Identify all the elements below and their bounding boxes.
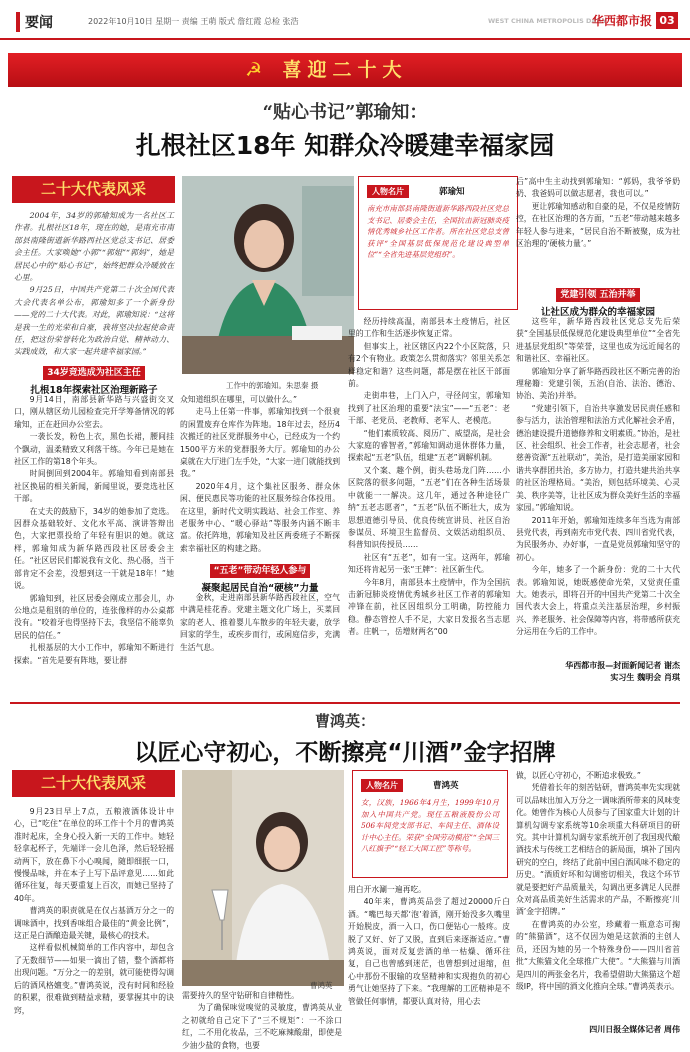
article1-column-2a xyxy=(180,394,340,553)
paragraph: 更让郭瑜知感动和自豪的是，不仅是疫情防控，在社区治理的各方面，“五老”带动越来越多年轻人参与进来，“居民自治不断被聚，成为社区治理的‘硬核力量’。” xyxy=(516,201,681,249)
subhead-1-line-a: 34岁竞选成为社区主任 xyxy=(43,366,145,380)
article1-column-4a xyxy=(516,176,680,280)
paragraph: 2011年开始，郭瑜知连续多年当选为南部县党代表，再到南充市党代表、四川省党代表，为民服务办、办好事，一直是党员郭瑜知坚守的初心。 xyxy=(516,515,680,562)
article1-column-2b xyxy=(180,592,340,696)
article2-column-2 xyxy=(182,990,342,1050)
lead-paragraph-2: 9月25日，中国共产党第二十次全国代表大会代表名单公布，郭瑜知多了一个新身份——党的二十大代表。对此，郭瑜知说：“这将是我一生的光荣和自豪，我将坚决拉起使命责任，把这份荣誉转化为政治自觉、精神动力、实践成效，和大家一起共建幸福家园。” xyxy=(14,285,174,357)
article1-column-3 xyxy=(348,316,510,696)
brand-english: WEST CHINA METROPOLIS DAILY xyxy=(488,17,607,25)
article1-profile-card xyxy=(358,176,518,310)
article1-photo-caption: 工作中的郭瑜知。朱思秦 摄 xyxy=(226,381,319,390)
paragraph: 凭借着长年的刻苦钻研，曹鸿英率先实现就可以品味出加入万分之一调味酒所带来的风味变化。她曾作为核心人员参与了国家重大计划的计算机勾调专家系统等10余项重大科研项目的研究。其中计算机勾调专家系统开创了我国现代酿酒技术与传统工艺相结合的新局面，填补了国内研究的空白，终结了此前中国白酒风味不稳定的历史。“酒质好坏和勾调密切相关，我这个环节就是要把好产品质量关，勾调出更多满足人民群众对高品质美好生活需求的产品，不断擦亮‘川酒’金字招牌。” xyxy=(516,783,680,917)
paragraph: 9月23日早上7点，五粮液酒体设计中心，已“吃住”在单位的环工作十个月的曹鸿英准时起床，全身心投入新一天的工作中。她轻轻拿起杯子，先端详一会儿色泽，然后轻轻摇动两下，放在鼻下小心嗅闻，随即细抿一口，慢慢品味，并在本子上写下品评意见……如此循环往复，每天要重复上百次，而她已坚持了40年。 xyxy=(14,807,174,903)
paragraph: 郭瑜知到，社区居委会刚成立那会儿，办公地点是租别的单位的，连张像样的办公桌都没有。“咬着牙也得坚持下去，我坚信不能辜负居民的信任。” xyxy=(14,593,174,640)
lead-paragraph-1: 2004年，34岁的郭瑜知成为一名社区工作者。扎根社区18年，现在的她，是南充市南部县南隆街道新华路西社区党总支书记、居委会主任。大家唤她“小郭”“郭姐”“郭妈”，她是居民心中的“贴心书记”，始终把群众冷暖放在心里。 xyxy=(14,211,174,283)
paragraph: 又个案、趣个例，街头巷场龙门阵……小区院落的很多问题，“五老”们在各种生活场景中就能一一解决。这几年，通过各种途径广纳“五老志愿者”，“五老”队伍不断壮大，成为思想道德引导员、优良传统宣讲员、社区自治参谋员、环境卫生监督员、文娱活动组织员、科普知识传授员…… xyxy=(348,465,510,550)
subhead-2-line-b: 凝聚起居民自治“硬核”力量 xyxy=(201,583,319,594)
profile-text: 南充市南部县南隆街道新华路西段社区党总支书记、居委会主任，全国抗击新冠肺炎疫情优秀城乡社区工作者。所在社区党总支曾获评“全国基层低保规范化建设典型单位”“全省先进基层党组织”。 xyxy=(367,204,509,259)
paragraph: 社区有“五老”，如有一宝。这两年，郭瑜知还将肯起另一张“王牌”：社区新生代。 xyxy=(348,552,510,575)
theme-banner xyxy=(8,53,682,87)
paragraph: 经历持续高温，南部县本土疫情后，社区里的工作和生活逐步恢复正常。 xyxy=(348,317,510,339)
paragraph: 做，以匠心守初心，不断追求极致。” xyxy=(516,771,641,780)
paragraph: 今年8月，南部县本土疫情中，作为全国抗击新冠肺炎疫情优秀城乡社区工作者的郭瑜知冲锋在前，社区因组织分工明确，防控能力稳。静态管控人手不足，大家日发报名当志愿者。庄帆一，岳增财两名“00 xyxy=(348,577,510,637)
profile-name: 曹鸿英 xyxy=(433,781,459,791)
paragraph: 这些年，新华路西段社区党总支先后荣获“全国基层低保规范化建设典型单位”“全省先进基层党组织”等荣誉，这里也成为远近闻名的和谐社区、幸福社区。 xyxy=(516,317,680,364)
paragraph: 9月14日，南部县新华路与兴盛街交叉口，刚从辖区幼儿园检查完开学筹备情况的郭瑜知，正在赶回办公室去。 xyxy=(14,395,174,429)
issue-meta: 2022年10月10日 星期一 责编 王萌 版式 詹红霞 总检 张浩 xyxy=(88,17,299,26)
article2-tag: 二十大代表风采 xyxy=(12,770,175,797)
article1-subhead-1 xyxy=(14,360,174,396)
paragraph: 众知道组织在哪里，可以做什么。” xyxy=(180,395,298,404)
page-header xyxy=(0,0,690,40)
paragraph: 扎根基层的大小工作中，郭瑜知不断进行探索。“首先是要有阵地，要让群 xyxy=(14,643,174,665)
paragraph: 后”高中生主动找到郭瑜知：“郭妈，我爷爷奶奶、我爸妈可以做志愿者，我也可以。” xyxy=(516,177,680,199)
article1-credit: 华西都市报—封面新闻记者 谢杰 实习生 魏明会 肖琪 xyxy=(565,661,680,682)
paragraph: 但事实上，社区辖区内22个小区院落，只有2个有物业。政策怎么贯彻落实？邻里关系怎样稳定和谐？这些问题，都是摆在社区干部面前。 xyxy=(348,341,510,389)
article2-photo xyxy=(182,770,344,986)
article2-column-3 xyxy=(348,884,510,1040)
subhead-1-line-b: 扎根18年探索社区治理新路子 xyxy=(30,385,158,396)
subhead-2-line-a: “五老”带动年轻人参与 xyxy=(210,564,311,578)
article1-column-4b xyxy=(516,316,680,656)
paragraph: 用白开水涮一遍再吃。 xyxy=(348,885,426,894)
paragraph: 郭瑜知分享了新华路西段社区不断完善的治理秘籍：党建引领，五治(自治、法治、德治、协治、美治)并举。 xyxy=(516,366,680,401)
paragraph: 这样看似机械简单的工作内容中，却包含了无数细节——如果一滴出了错，整个酒都将出现问题。“万分之一的差别，就可能使得勾调后的酒风格嬗变。”曹鸿英说，没有时间和经验的积累，很难做到精益求精，要掌握其中的诀窍， xyxy=(14,943,174,1015)
paragraph: 需要持久的坚守钻研和自律精性。 xyxy=(182,991,299,1000)
paragraph: 金秋，走进南部县新华路西段社区，空气中满是桂花香。党建主题文化广场上，买菜回家的老人、推着婴儿车散步的年轻夫妻，放学回家的学生，或疾步而行，或闲庭信步，充满生活气息。 xyxy=(180,593,340,652)
paragraph: 一袭长发，粉色上衣，黑色长裙，腰间挂个飘动，温柔精致又利落干练。今年已是她在社区工作的第18个年头。 xyxy=(14,432,174,467)
paragraph: 走马上任第一件事，郭瑜知找到一个很衰的闲置废弃仓库作为阵地。18年过去，经历4次搬迁的社区党群服务中心，已经成为一个约1500平方米的党群服务大厅。郭瑜知的办公桌就在大厅进门左手处，“大家一进门就能找到我。” xyxy=(180,407,340,479)
banner-title: 喜迎二十大 xyxy=(282,59,408,81)
article1-kicker: “贴心书记”郭瑜知： xyxy=(262,102,428,123)
article1-headline: 扎根社区18年 知群众冷暖建幸福家园 xyxy=(135,131,555,160)
article2-credit: 四川日报全媒体记者 周伟 xyxy=(589,1025,680,1034)
article1-subhead-3 xyxy=(516,282,680,318)
article1-photo xyxy=(182,176,354,374)
profile-label: 人物名片 xyxy=(361,779,403,792)
paragraph: 在曹鸿英的办公室，珍藏着一瓶意态可掬的“熊猫酒”，这不仅因为她是这款酒的主创人员，还因为她的另一个特殊身份——四川省首批“大熊猫文化全球推广大使”。“大熊猫与川酒是四川的两张金名片，我希望借助大熊猫这个超级IP，将中国的酒文化推向全球。”曹鸿英表示。 xyxy=(516,919,680,991)
paragraph: 为了确保味觉嗅觉的灵敏度，曹鸿英从业之初就给自己定下了“三不规矩”：一不涂口红，二不用化妆品，三不吃麻辣酸甜，即使是少油少盐的食物，也要 xyxy=(182,1003,342,1050)
subhead-3-line-a: 党建引领 五治并举 xyxy=(556,288,639,302)
article1-column-1 xyxy=(14,394,174,696)
article2-photo-caption: 曹鸿英 xyxy=(310,981,333,990)
article2-kicker: 曹鸿英： xyxy=(314,712,375,730)
paragraph: 曹鸿英的职责就是在仅占基酒万分之一的调味酒中，找到香味组合最佳的“黄金比例”，这正是白酒酿造最关键，最核心的技术。 xyxy=(14,906,174,941)
section-divider xyxy=(10,702,680,704)
paragraph: 40年来，曹鸿英品尝了超过20000斤白酒。“嘴巴每天都‘泡’着酒，刚开始没多久嘴里开始脱皮，酒一入口，伤口便钻心一般疼。皮脱了又好、好了又脱，直到后来逐渐适应。”曹鸿英说，面对反复尝酒的单一枯燥、循环往复，自己也曾感到迷茫，也曾想到过退缩，但心中那份不服输的攻坚精神和实现抱负的初心勇气让她坚持了下来。“我理解的工匠精神是不管做任何事情，都要认真对待，用心去 xyxy=(348,897,510,1006)
paragraph: “党建引领下，自治共享激发居民责任感和参与活力，法治管理和法治方式化解社会矛盾，德治建设提升道德修养和文明素质。”协治，是社区、社会组织、社会工作者，社会志愿者，社会慈善资源“五社联动”，美治，是打造美丽家园和谐共享群团共治，多方协力，打造共建共治共享的社区治理格局。“美治，则包括环境美、心灵美、秩序美等，让社区成为群众美好生活的幸福家园。”郭瑜知说。 xyxy=(516,403,681,513)
paragraph: 走街串巷，上门入户，寻径问宝，郭瑜知找到了社区治理的重要“法宝”——“五老”：老干部、老党员、老教师、老军人、老模范。 xyxy=(348,391,510,426)
article2-headline: 以匠心守初心，不断擦亮“川酒”金字招牌 xyxy=(134,740,556,766)
profile-label: 人物名片 xyxy=(367,185,409,198)
woman-with-wine-glass-photo-icon xyxy=(182,770,344,986)
profile-name: 郭瑜知 xyxy=(439,187,465,197)
paragraph: 时间倒回到2004年。郭瑜知看到南部县社区换届的相关新闻，新闻里说，要竞选社区干部。 xyxy=(14,469,174,504)
article2-column-4 xyxy=(516,770,680,1020)
article1-lead xyxy=(14,210,174,358)
section-label: 要闻 xyxy=(16,12,53,32)
article2-column-1 xyxy=(14,806,174,1038)
party-emblem-icon: ☭ xyxy=(245,59,263,81)
paragraph: 2020年4月，这个集社区服务、群众休闲、便民惠民等功能的社区服务综合体投用。在这里，新时代文明实践站、社会工作室、养老服务中心、“暖心驿站”等服务内涵不断丰富。依托阵地，郭瑜知及社区两委班子不断探索幸福社区的构建之路。 xyxy=(180,481,340,553)
paragraph: 今年，她多了一个新身份：党的二十大代表。郭瑜知说，她既感使命光荣，又觉责任重大。她表示，即将召开的中国共产党第二十次全国代表大会上，将重点关注基层治理，乡村振兴、养老服务、社会保障等内容，将带感所获充分运用在今后的工作中。 xyxy=(516,565,680,637)
profile-text: 女，汉族，1966年4月生，1999年10月加入中国共产党。现任五粮液股份公司506车间党支部书记、车间主任、酒体设计中心主任。荣获“全国劳动模范”“全国三八红旗手”“轻工大国工匠”等称号。 xyxy=(361,798,499,853)
article1-subhead-2 xyxy=(180,558,340,594)
article1-tag: 二十大代表风采 xyxy=(12,176,175,203)
paragraph: 在丈夫的鼓励下，34岁的她参加了竞选。因群众基础较好、文化水平高、演讲答辩出色，大家把票投给了年轻有胆识的她。就这样，郭瑜知成为新华路西段社区居委会主任。“社区居民们都说我有文化、热心肠，当干部肯定不会差，没想到这一干就是18年！”她说。 xyxy=(14,506,174,591)
article2-profile-card xyxy=(352,770,508,878)
woman-at-work-photo-icon xyxy=(182,176,354,374)
page-number: 03 xyxy=(656,12,678,29)
newspaper-logo: 华西都市报 xyxy=(592,14,653,28)
subhead-3-line-b: 让社区成为群众的幸福家园 xyxy=(540,307,655,318)
paragraph: “他们素质较高、阅历广、威望高，是社会大家庭的睿智者，”郭瑜知调动退休群体力量，探索起“五老”队伍，组建“五老”调解机制。 xyxy=(348,428,510,463)
